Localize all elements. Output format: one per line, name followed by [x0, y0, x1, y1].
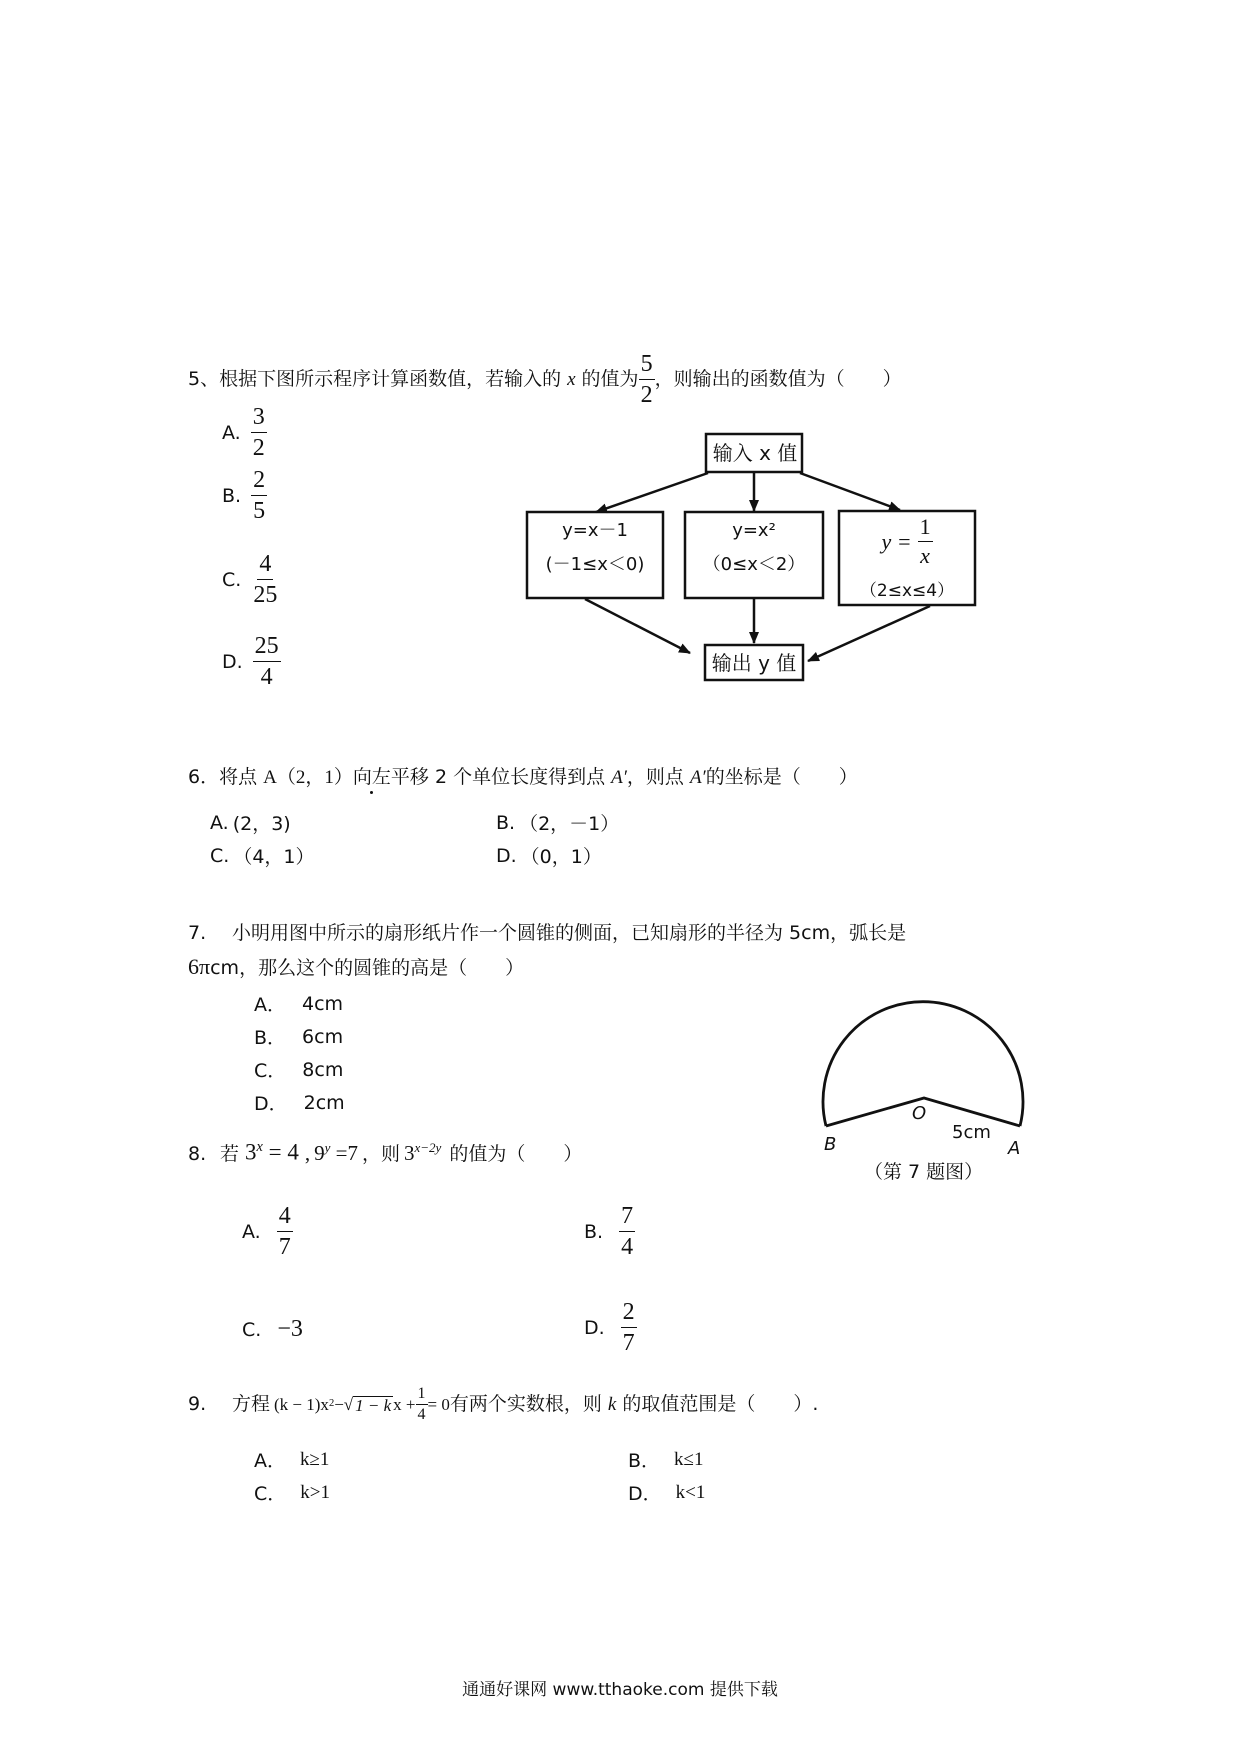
option-fraction: $\frac{7}{4}$ [621, 1203, 634, 1260]
option-fraction: $\frac{4}{7}$ [278, 1203, 291, 1260]
option-label: D. [584, 1316, 605, 1339]
q8-option-b[interactable] [584, 1204, 635, 1259]
q8-option-a[interactable] [242, 1204, 293, 1259]
q8-option-d[interactable] [584, 1300, 637, 1355]
option-label: A． [254, 1450, 286, 1472]
q9-stem [188, 1386, 818, 1423]
option-value: 6cm [302, 1025, 344, 1048]
option-label: B. [222, 484, 242, 507]
flow-box2-formula: y=x² [732, 520, 776, 541]
q8-number: 8. [188, 1142, 207, 1165]
option-label: A. [210, 811, 229, 834]
option-value: (2，3) [232, 813, 291, 835]
option-value: （2，－1） [519, 813, 620, 835]
option-value: （4，1） [233, 846, 315, 868]
page-footer: 通通好课网 www.tthaoke.com 提供下载 [462, 1680, 778, 1700]
option-fraction: $\frac{2}{7}$ [622, 1299, 635, 1356]
q9-var-k: k [607, 1394, 617, 1415]
q9-text-b: 的取值范围是（ ）. [622, 1393, 819, 1415]
option-value: k≤1 [674, 1448, 704, 1470]
flow-box1-formula: y=x－1 [562, 520, 628, 541]
q7-text-1: 小明用图中所示的扇形纸片作一个圆锥的侧面，已知扇形的半径为 5cm，弧长是 [232, 922, 907, 944]
q7-point-a-label: A [1008, 1138, 1021, 1159]
q9-text-a: 有两个实数根，则 [449, 1393, 602, 1415]
box3-lhs: y = [881, 528, 912, 554]
option-fraction: $\frac{3}{2}$ [252, 404, 265, 461]
q9-option-a[interactable] [254, 1446, 329, 1473]
option-label: C. [242, 1318, 262, 1341]
q6-prime-point-2: A′ [689, 767, 706, 788]
q6-text-a: 将点 [219, 766, 258, 788]
q8-prefix: 若 [220, 1142, 240, 1165]
option-value: 8cm [302, 1058, 344, 1081]
option-label: B． [628, 1450, 661, 1472]
option-label: D. [496, 844, 517, 867]
option-label: C. [210, 844, 230, 867]
option-label: A. [242, 1220, 261, 1243]
q6-prime-point: A′ [611, 767, 627, 788]
q7-radius-label: 5cm [952, 1122, 991, 1143]
q5-var-x: x [567, 369, 576, 390]
q7-arc-value: 6π [188, 954, 211, 979]
option-label: D． [628, 1483, 662, 1505]
flow-box2-range: （0≤x＜2） [702, 554, 806, 575]
option-label: C． [254, 1483, 287, 1505]
q8-sep: , [304, 1140, 311, 1165]
q5-text-c: ，则输出的函数值为（ ） [654, 368, 902, 390]
q7-point-b-label: B [824, 1134, 837, 1155]
q9-equation: (k − 1)x 2 − √ 1 − k x + $\frac{1}{4}$ = 0 [274, 1385, 450, 1423]
flow-box3-range: （2≤x≤4） [859, 581, 955, 601]
q6-point: A（2，1） [263, 767, 353, 788]
q8-option-c[interactable] [242, 1316, 303, 1343]
q5-text-a: 根据下图所示程序计算函数值，若输入的 [219, 368, 562, 390]
option-label: B. [496, 811, 516, 834]
q8-cond2: 9$^y$ =7 [314, 1139, 358, 1165]
q9-option-b[interactable] [628, 1446, 703, 1473]
option-label: A． [254, 994, 286, 1016]
flow-input-label: 输入 x 值 [712, 441, 798, 465]
q8-cond1: 3$^x$ = 4 [245, 1139, 299, 1165]
q9-prefix: 方程 [232, 1393, 271, 1415]
option-value: k≥1 [300, 1448, 330, 1470]
q8-expression: $3^{x-2y}$ [403, 1139, 442, 1165]
q7-center-label: O [912, 1103, 927, 1124]
option-fraction: $\frac{2}{5}$ [253, 467, 266, 524]
q8-suffix: 的值为（ ） [449, 1142, 583, 1165]
option-label: C． [254, 1060, 287, 1082]
q5-number: 5、 [188, 368, 220, 390]
q8-mid: ，则 [361, 1142, 400, 1165]
q7-number: 7. [188, 922, 207, 944]
q6-text-b: 平移 2 个单位长度得到点 [390, 766, 606, 788]
flow-box1-range: (－1≤x＜0) [545, 554, 645, 575]
option-label: C. [222, 568, 242, 591]
flow-output-label: 输出 y 值 [711, 651, 797, 675]
option-fraction: $\frac{4}{25}$ [253, 551, 278, 608]
q9-option-c[interactable] [254, 1479, 330, 1506]
option-label: D. [222, 650, 243, 673]
box3-fraction: $\frac{1}{x}$ [919, 514, 931, 568]
option-value: k<1 [675, 1481, 706, 1503]
option-fraction: $\frac{25}{4}$ [254, 633, 279, 690]
q5-input-fraction: $\frac{5}{2}$ [640, 351, 653, 408]
q5-text-b: 的值为 [581, 368, 639, 390]
option-value: 4cm [302, 992, 344, 1015]
option-value: k>1 [300, 1481, 330, 1503]
option-value: −3 [277, 1316, 303, 1342]
q6-number: 6． [188, 766, 220, 788]
q9-number: 9. [188, 1393, 207, 1415]
q7-text-2: cm，那么这个的圆锥的高是（ ） [210, 957, 525, 979]
q6-text-d: 的坐标是（ ） [705, 766, 858, 788]
q6-dotted-word: 向左 [352, 766, 391, 788]
q8-stem [188, 1140, 582, 1164]
option-label: B. [584, 1220, 604, 1243]
option-label: D． [254, 1093, 288, 1115]
option-label: B． [254, 1027, 287, 1049]
q7-figure-caption: （第 7 题图） [864, 1161, 984, 1183]
option-value: 2cm [303, 1091, 345, 1114]
option-label: A. [222, 421, 241, 444]
q6-text-c: ，则点 [626, 766, 684, 788]
option-value: （0，1） [520, 846, 602, 868]
q9-option-d[interactable] [628, 1479, 705, 1506]
